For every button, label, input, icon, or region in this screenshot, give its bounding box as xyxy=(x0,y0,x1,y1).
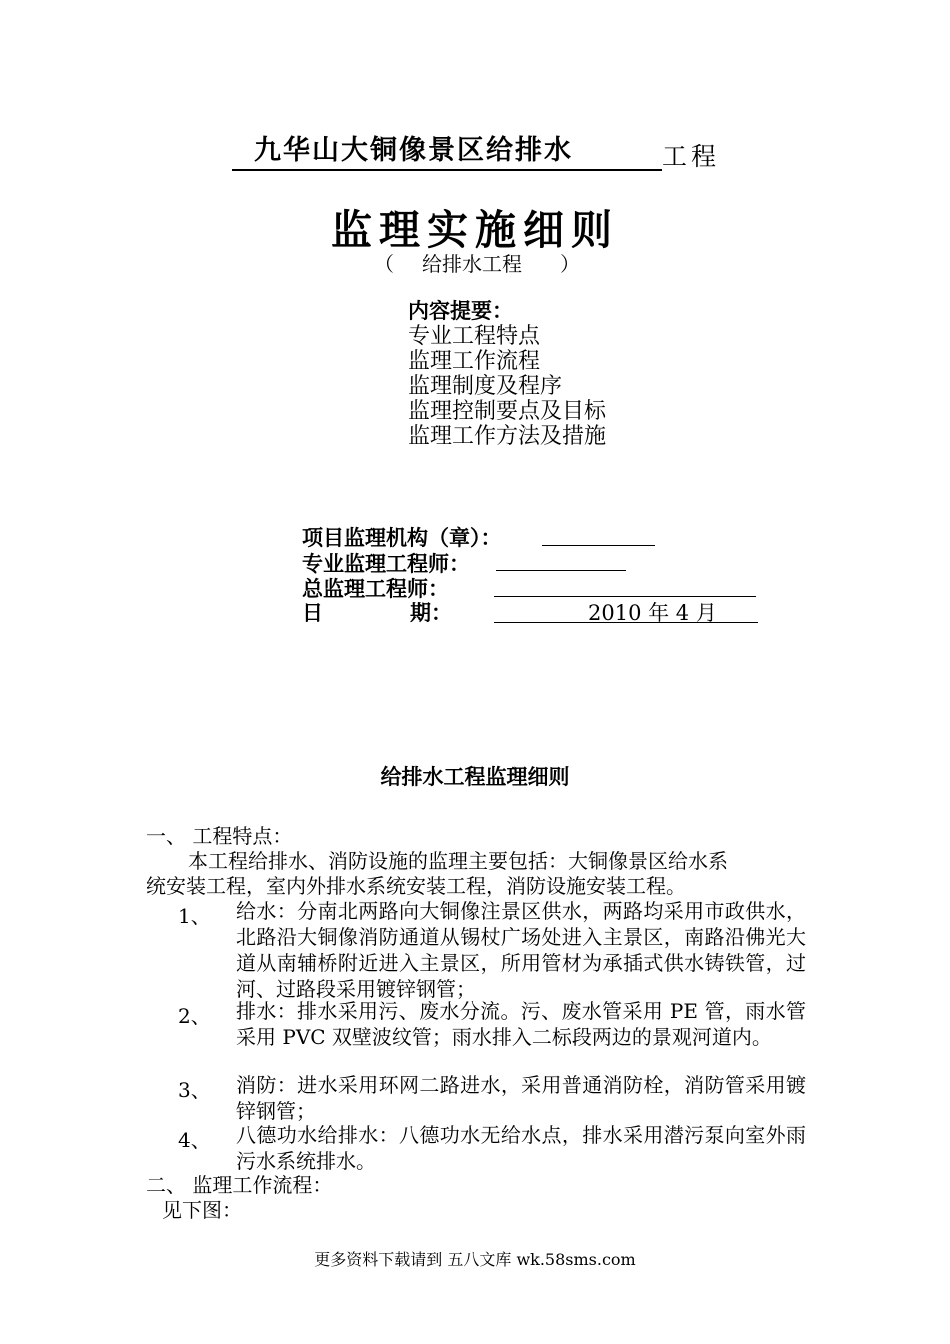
contents-item: 监理控制要点及目标 xyxy=(408,399,607,424)
project-name: 九华山大铜像景区给排水 xyxy=(232,133,662,171)
engineer-line xyxy=(496,570,626,571)
intro-line-2: 统安装工程，室内外排水系统安装工程，消防设施安装工程。 xyxy=(146,874,686,898)
contents-item: 监理制度及程序 xyxy=(408,374,563,399)
date-line xyxy=(494,622,758,623)
engineer-label: 专业监理工程师： xyxy=(302,552,470,576)
item-text: 消防：进水采用环网二路进水，采用普通消防栓，消防管采用镀锌钢管； xyxy=(236,1073,806,1123)
item-text: 八德功水给排水：八德功水无给水点，排水采用潜污泵向室外雨污水系统排水。 xyxy=(236,1123,806,1173)
footer-text: 更多资料下载请到 五八文库 wk.58sms.com xyxy=(314,1250,636,1269)
org-label: 项目监理机构（章）： xyxy=(302,526,502,550)
org-line xyxy=(542,545,655,546)
contents-heading: 内容提要： xyxy=(408,299,513,323)
contents-item: 监理工作流程 xyxy=(408,349,541,374)
date-label-period: 期： xyxy=(410,601,452,625)
intro-line-1: 本工程给排水、消防设施的监理主要包括：大铜像景区给水系 xyxy=(188,849,728,873)
section-heading-1: 一、 工程特点： xyxy=(146,824,293,848)
project-suffix: 工程 xyxy=(662,142,721,171)
item-number: 4、 xyxy=(178,1128,211,1152)
date-value: 2010 年 4 月 xyxy=(588,601,717,625)
item-text: 排水：排水采用污、废水分流。污、废水管采用 PE 管，雨水管采用 PVC 双壁波纹管；雨水排入二标段两边的景观河道内。 xyxy=(236,999,806,1049)
section-2-text: 见下图： xyxy=(162,1198,242,1222)
page-title: 监理实施细则 xyxy=(331,206,619,254)
date-label-day: 日 xyxy=(302,601,323,625)
item-text: 给水：分南北两路向大铜像注景区供水，两路均采用市政供水，北路沿大铜像消防通道从锡杖广场处进入主景区，南路沿佛光大道从南辅桥附近进入主景区，所用管材为承插式供水铸铁管，过河、过路段采用镀锌钢管； xyxy=(236,899,806,1001)
contents-summary xyxy=(408,299,606,449)
sub-title-close: ） xyxy=(560,252,580,276)
chief-label: 总监理工程师： xyxy=(302,577,449,601)
sub-title xyxy=(374,248,580,277)
item-number: 2、 xyxy=(178,1004,211,1028)
item-number: 3、 xyxy=(178,1078,211,1102)
sub-title-open: （ xyxy=(374,252,394,276)
contents-item: 监理工作方法及措施 xyxy=(408,424,607,449)
item-number: 1、 xyxy=(178,904,211,928)
sub-title-value: 给排水工程 xyxy=(422,252,522,276)
contents-item: 专业工程特点 xyxy=(408,324,541,349)
section-heading-2: 二、 监理工作流程： xyxy=(146,1173,333,1197)
section-title: 给排水工程监理细则 xyxy=(380,765,570,789)
